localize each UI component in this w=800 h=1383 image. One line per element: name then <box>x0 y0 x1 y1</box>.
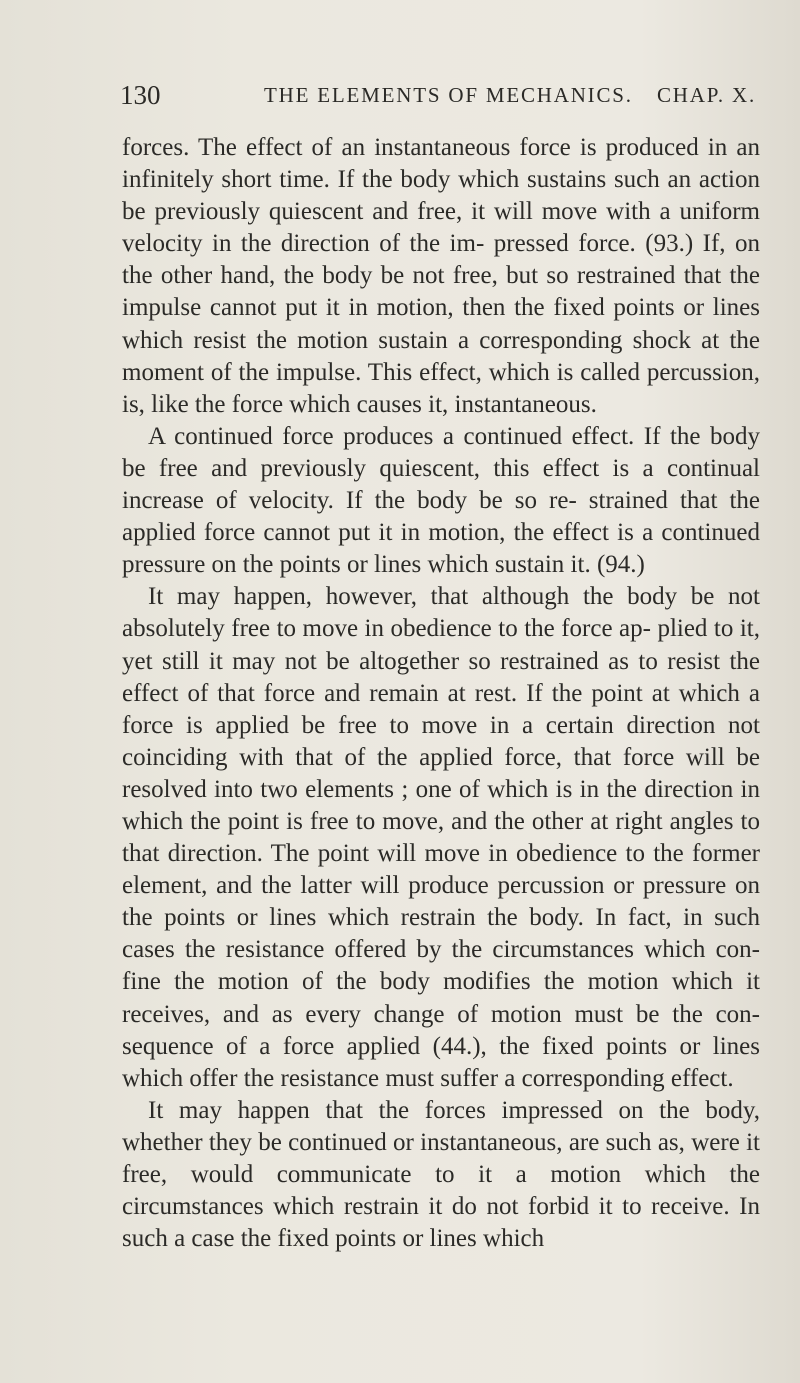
running-head <box>120 80 756 116</box>
paragraph-4: It may happen that the forces impressed on the body, whether they be continued or instantaneous, are such as, were it free, would communicate to it a motion which the circumstances which restrain it do not forbid it to receive. In such a case the fixed points or lines which <box>122 1096 760 1253</box>
paragraph-2: A continued force produces a continued effect. If the body be free and previously quiescent, this effect is a continual increase of velocity. If the body be so re- strained that the applied force cannot put it in motion, the effect is a continued pressure on the points or lines which sustain it. (94.) <box>122 422 760 579</box>
paragraph-1: forces. The effect of an instantaneous force is produced in an infinitely short time. If the body which sustains such an action be previously quiescent and free, it will move with a uniform velocity in the direction of the im- pressed force. (93.) If, on the other hand, the body be not free, but so restrained that the impulse cannot put it in motion, then the fixed points or lines which resist the motion sustain a corresponding shock at the moment of the impulse. This effect, which is called percussion, is, like the force which causes it, instantaneous. <box>122 134 760 418</box>
page-number: 130 <box>120 80 161 110</box>
paragraph-3: It may happen, however, that although the body be not absolutely free to move in obedience to the force ap- plied to it, yet still it may not be altogether so restrained as to resist the effect of that force and remain at rest. If the point at which a force is applied be free to move in a certain direction not coinciding with that of the applied force, that force will be resolved into two elements ; one of which is in the direction in which the point is free to move, and the other at right angles to that direction. The point will move in obedience to the former element, and the latter will produce percussion or pressure on the points or lines which restrain the body. In fact, in such cases the resistance offered by the circumstances which con- fine the motion of the body modifies the motion which it receives, and as every change of motion must be the con- sequence of a force applied (44.), the fixed points or lines which offer the resistance must suffer a corresponding effect. <box>122 583 760 1092</box>
body-text <box>122 132 760 1255</box>
book-title: THE ELEMENTS OF MECHANICS. <box>264 83 633 107</box>
chapter-label: CHAP. X. <box>656 83 756 107</box>
